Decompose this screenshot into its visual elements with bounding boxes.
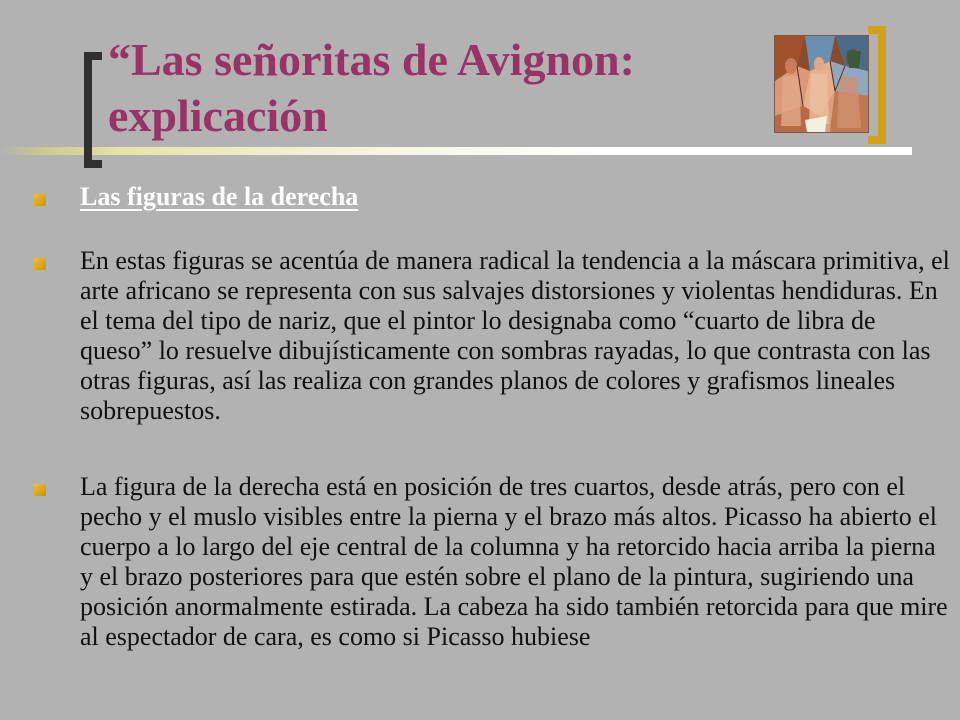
slide-title-line-2: explicación bbox=[108, 90, 328, 141]
right-bracket-decoration bbox=[868, 26, 886, 144]
paragraph-text: La figura de la derecha está en posición de tres cuartos, desde atrás, pero con el pecho y el muslo visibles entre la pierna y el brazo más altos. Picasso ha abierto el cuerpo a lo largo del eje central de la columna y ha retorcido hacia arriba la pierna y el brazo posteriores para que estén sobre el plano de la pintura, sugiriendo una posición anormalmente estirada. La cabeza ha sido también retorcida para que mire al espectador de cara, es como si Picasso hubiese bbox=[80, 472, 948, 651]
bullet-item-heading bbox=[34, 182, 954, 212]
square-bullet-icon bbox=[34, 484, 46, 496]
slide-title bbox=[108, 32, 748, 144]
bullet-list bbox=[34, 182, 954, 652]
paragraph-text: En estas figuras se acentúa de manera radical la tendencia a la máscara primitiva, el arte africano se representa con sus salvajes distorsiones y violentas hendiduras. En el tema del tipo de nariz, que el pintor lo designaba como “cuarto de libra de queso” lo resuelve dibujísticamente con sombras rayadas, lo que contrasta con las otras figuras, así las realiza con grandes planos de colores y grafismos lineales sobrepuestos. bbox=[80, 246, 950, 425]
left-bracket-decoration bbox=[84, 52, 102, 168]
bullet-item-paragraph-1 bbox=[34, 246, 954, 426]
bullet-item-paragraph-2 bbox=[34, 472, 954, 652]
title-underline-decoration bbox=[0, 147, 912, 155]
section-heading: Las figuras de la derecha bbox=[80, 182, 359, 211]
cubist-painting-thumbnail bbox=[775, 36, 868, 132]
slide-title-line-1: “Las señoritas de Avignon: bbox=[108, 34, 635, 85]
square-bullet-icon bbox=[34, 258, 46, 270]
square-bullet-icon bbox=[34, 194, 46, 206]
